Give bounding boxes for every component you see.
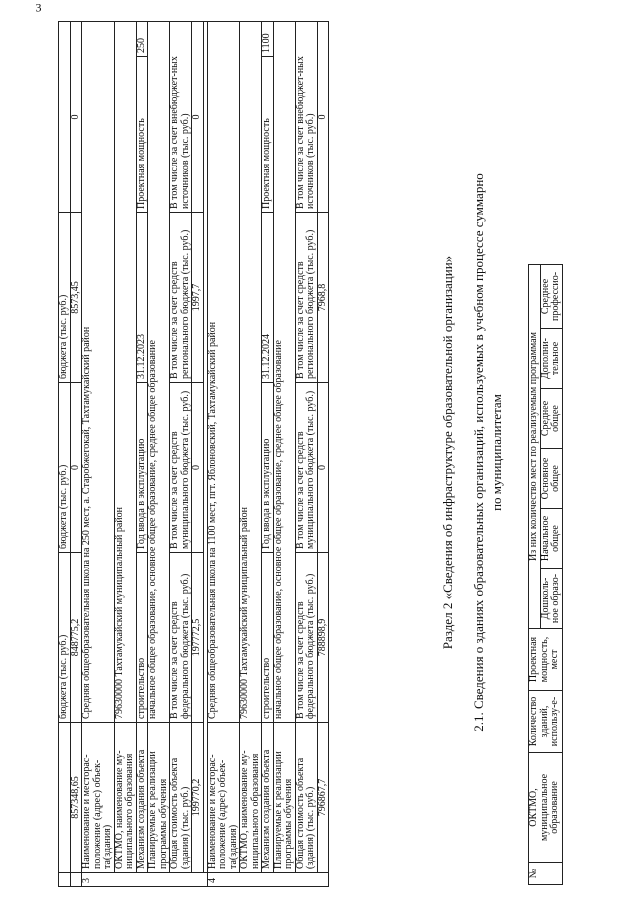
table-row xyxy=(59,22,71,887)
col-basic: Основное общее xyxy=(540,449,562,509)
extrabudget-label: В том числе за счет внебюджет-ных источников (тыс. руб.) xyxy=(295,22,317,213)
table-row xyxy=(317,22,329,887)
programs-label: Планируемые к реализации программы обучения xyxy=(148,723,170,873)
object-number: 3 xyxy=(82,873,208,887)
table-row xyxy=(114,22,136,887)
commission-date-label: Год ввода в эксплуатацию xyxy=(262,383,274,553)
programs-value: начальное общее образование, основное общее образование, среднее общее образование xyxy=(148,22,170,723)
buildings-table xyxy=(528,264,563,885)
oktmo-value: 79630000 Тахтамукайский муниципальный район xyxy=(114,22,136,723)
col-number: № xyxy=(529,863,563,885)
table-row xyxy=(170,22,192,887)
commission-date-value: 31.12.2024 xyxy=(262,213,274,383)
name-label: Наименование и местораc-положение (адрес) объек-та(здания) xyxy=(207,723,240,873)
section-title: Раздел 2 «Сведения об инфраструктуре образовательной организации» xyxy=(440,255,455,650)
regional-label: В том числе за счет средств регионального бюджета (тыс. руб.) xyxy=(170,213,192,383)
extrabudget-value: 0 xyxy=(317,22,329,213)
table-row xyxy=(148,22,170,887)
capacity-label: Проектная мощность xyxy=(262,57,273,213)
capacity-value: 250 xyxy=(135,38,147,53)
table-row xyxy=(192,22,204,887)
col-oktmo: ОКТМО, муниципальное образование xyxy=(529,753,563,863)
col-design-capacity: Проектная мощность, мест xyxy=(529,629,563,691)
top-header-3: бюджета (тыс. руб.) xyxy=(59,213,71,383)
extrabudget-label: В том числе за счет внебюджет-ных источников (тыс. руб.) xyxy=(170,22,192,213)
top-header-1: бюджета (тыс. руб.) xyxy=(59,553,71,723)
federal-label: В том числе за счет средств федерального бюджета (тыс. руб.) xyxy=(170,553,192,723)
capacity-value: 1100 xyxy=(261,33,272,53)
municipal-value: 0 xyxy=(192,383,204,553)
mechanism-value: строительство xyxy=(136,553,148,723)
top-extrabudget: 0 xyxy=(70,22,82,213)
mechanism-label: Механизм создания объекта xyxy=(262,723,274,873)
name-value: Средняя общеобразовательная школа на 1100 мест, пгт. Яблоновский, Тахтамукайский район xyxy=(207,22,240,723)
table-row xyxy=(262,22,274,887)
subsection-title-line-2: по муниципалитетам xyxy=(489,394,504,511)
name-label: Наименование и местораc-положение (адрес) объек-та(здания) xyxy=(82,723,115,873)
commission-date-value: 31.12.2023 xyxy=(136,213,148,383)
top-regional: 8573,45 xyxy=(70,213,82,383)
cost-label: Общая стоимость объекта (здания) (тыс. руб.) xyxy=(170,723,192,873)
federal-value: 788898,9 xyxy=(317,553,329,723)
oktmo-label: ОКТМО, наименование му-ниципального образования xyxy=(114,723,136,873)
table-row xyxy=(82,22,115,887)
commission-date-label: Год ввода в эксплуатацию xyxy=(136,383,148,553)
subsection-title-line-1: 2.1. Сведения о зданиях образовательных организаций, используемых в учебном процессе суммарно xyxy=(471,173,486,732)
cost-value: 796867,7 xyxy=(317,723,329,873)
table-row xyxy=(273,22,295,887)
cost-label: Общая стоимость объекта (здания) (тыс. руб.) xyxy=(295,723,317,873)
municipal-value: 0 xyxy=(317,383,329,553)
table-row xyxy=(70,22,82,887)
table-row xyxy=(240,22,262,887)
regional-value: 7968,8 xyxy=(317,213,329,383)
object-number: 4 xyxy=(207,873,329,887)
mechanism-label: Механизм создания объекта xyxy=(136,723,148,873)
regional-value: 1997,7 xyxy=(192,213,204,383)
federal-value: 197772,5 xyxy=(192,553,204,723)
col-primary: Начальное общее xyxy=(540,509,562,569)
mechanism-value: строительство xyxy=(262,553,274,723)
capital-objects-table xyxy=(58,21,329,887)
top-municipal: 0 xyxy=(70,383,82,553)
programs-value: начальное общее образование, основное общее образование, среднее общее образование xyxy=(273,22,295,723)
subsection-title xyxy=(470,0,506,905)
top-header-2: бюджета (тыс. руб.) xyxy=(59,383,71,553)
page-number: 3 xyxy=(35,0,42,15)
col-additional: Дополни-тельное xyxy=(540,329,562,389)
col-preschool: Дошколь-ное образо- xyxy=(540,569,562,629)
table-row xyxy=(136,22,148,887)
table-header-row xyxy=(529,264,541,884)
regional-label: В том числе за счет средств регионального бюджета (тыс. руб.) xyxy=(295,213,317,383)
table-row xyxy=(207,22,240,887)
top-total: 857348,65 xyxy=(70,723,82,873)
top-federal: 848775,2 xyxy=(70,553,82,723)
municipal-label: В том числе за счет средств муниципального бюджета (тыс. руб.) xyxy=(170,383,192,553)
cost-value: 199770,2 xyxy=(192,723,204,873)
capacity-label: Проектная мощность xyxy=(137,57,148,213)
col-group-seats: Из них количество мест по реализуемым программам xyxy=(529,264,541,628)
name-value: Средняя общеобразовательная школа на 250 мест, а. Старобжегокай, Тахтамукайский район xyxy=(82,22,115,723)
oktmo-value: 79630000 Тахтамукайский муниципальный район xyxy=(240,22,262,723)
table-row xyxy=(295,22,317,887)
programs-label: Планируемые к реализации программы обучения xyxy=(273,723,295,873)
municipal-label: В том числе за счет средств муниципального бюджета (тыс. руб.) xyxy=(295,383,317,553)
oktmo-label: ОКТМО, наименование му-ниципального образования xyxy=(240,723,262,873)
federal-label: В том числе за счет средств федерального бюджета (тыс. руб.) xyxy=(295,553,317,723)
extrabudget-value: 0 xyxy=(192,22,204,213)
col-secondary: Среднее общее xyxy=(540,389,562,449)
col-vocational: Среднее профессио- xyxy=(540,264,562,328)
col-building-count: Количество зданий, использу-е- xyxy=(529,691,563,753)
